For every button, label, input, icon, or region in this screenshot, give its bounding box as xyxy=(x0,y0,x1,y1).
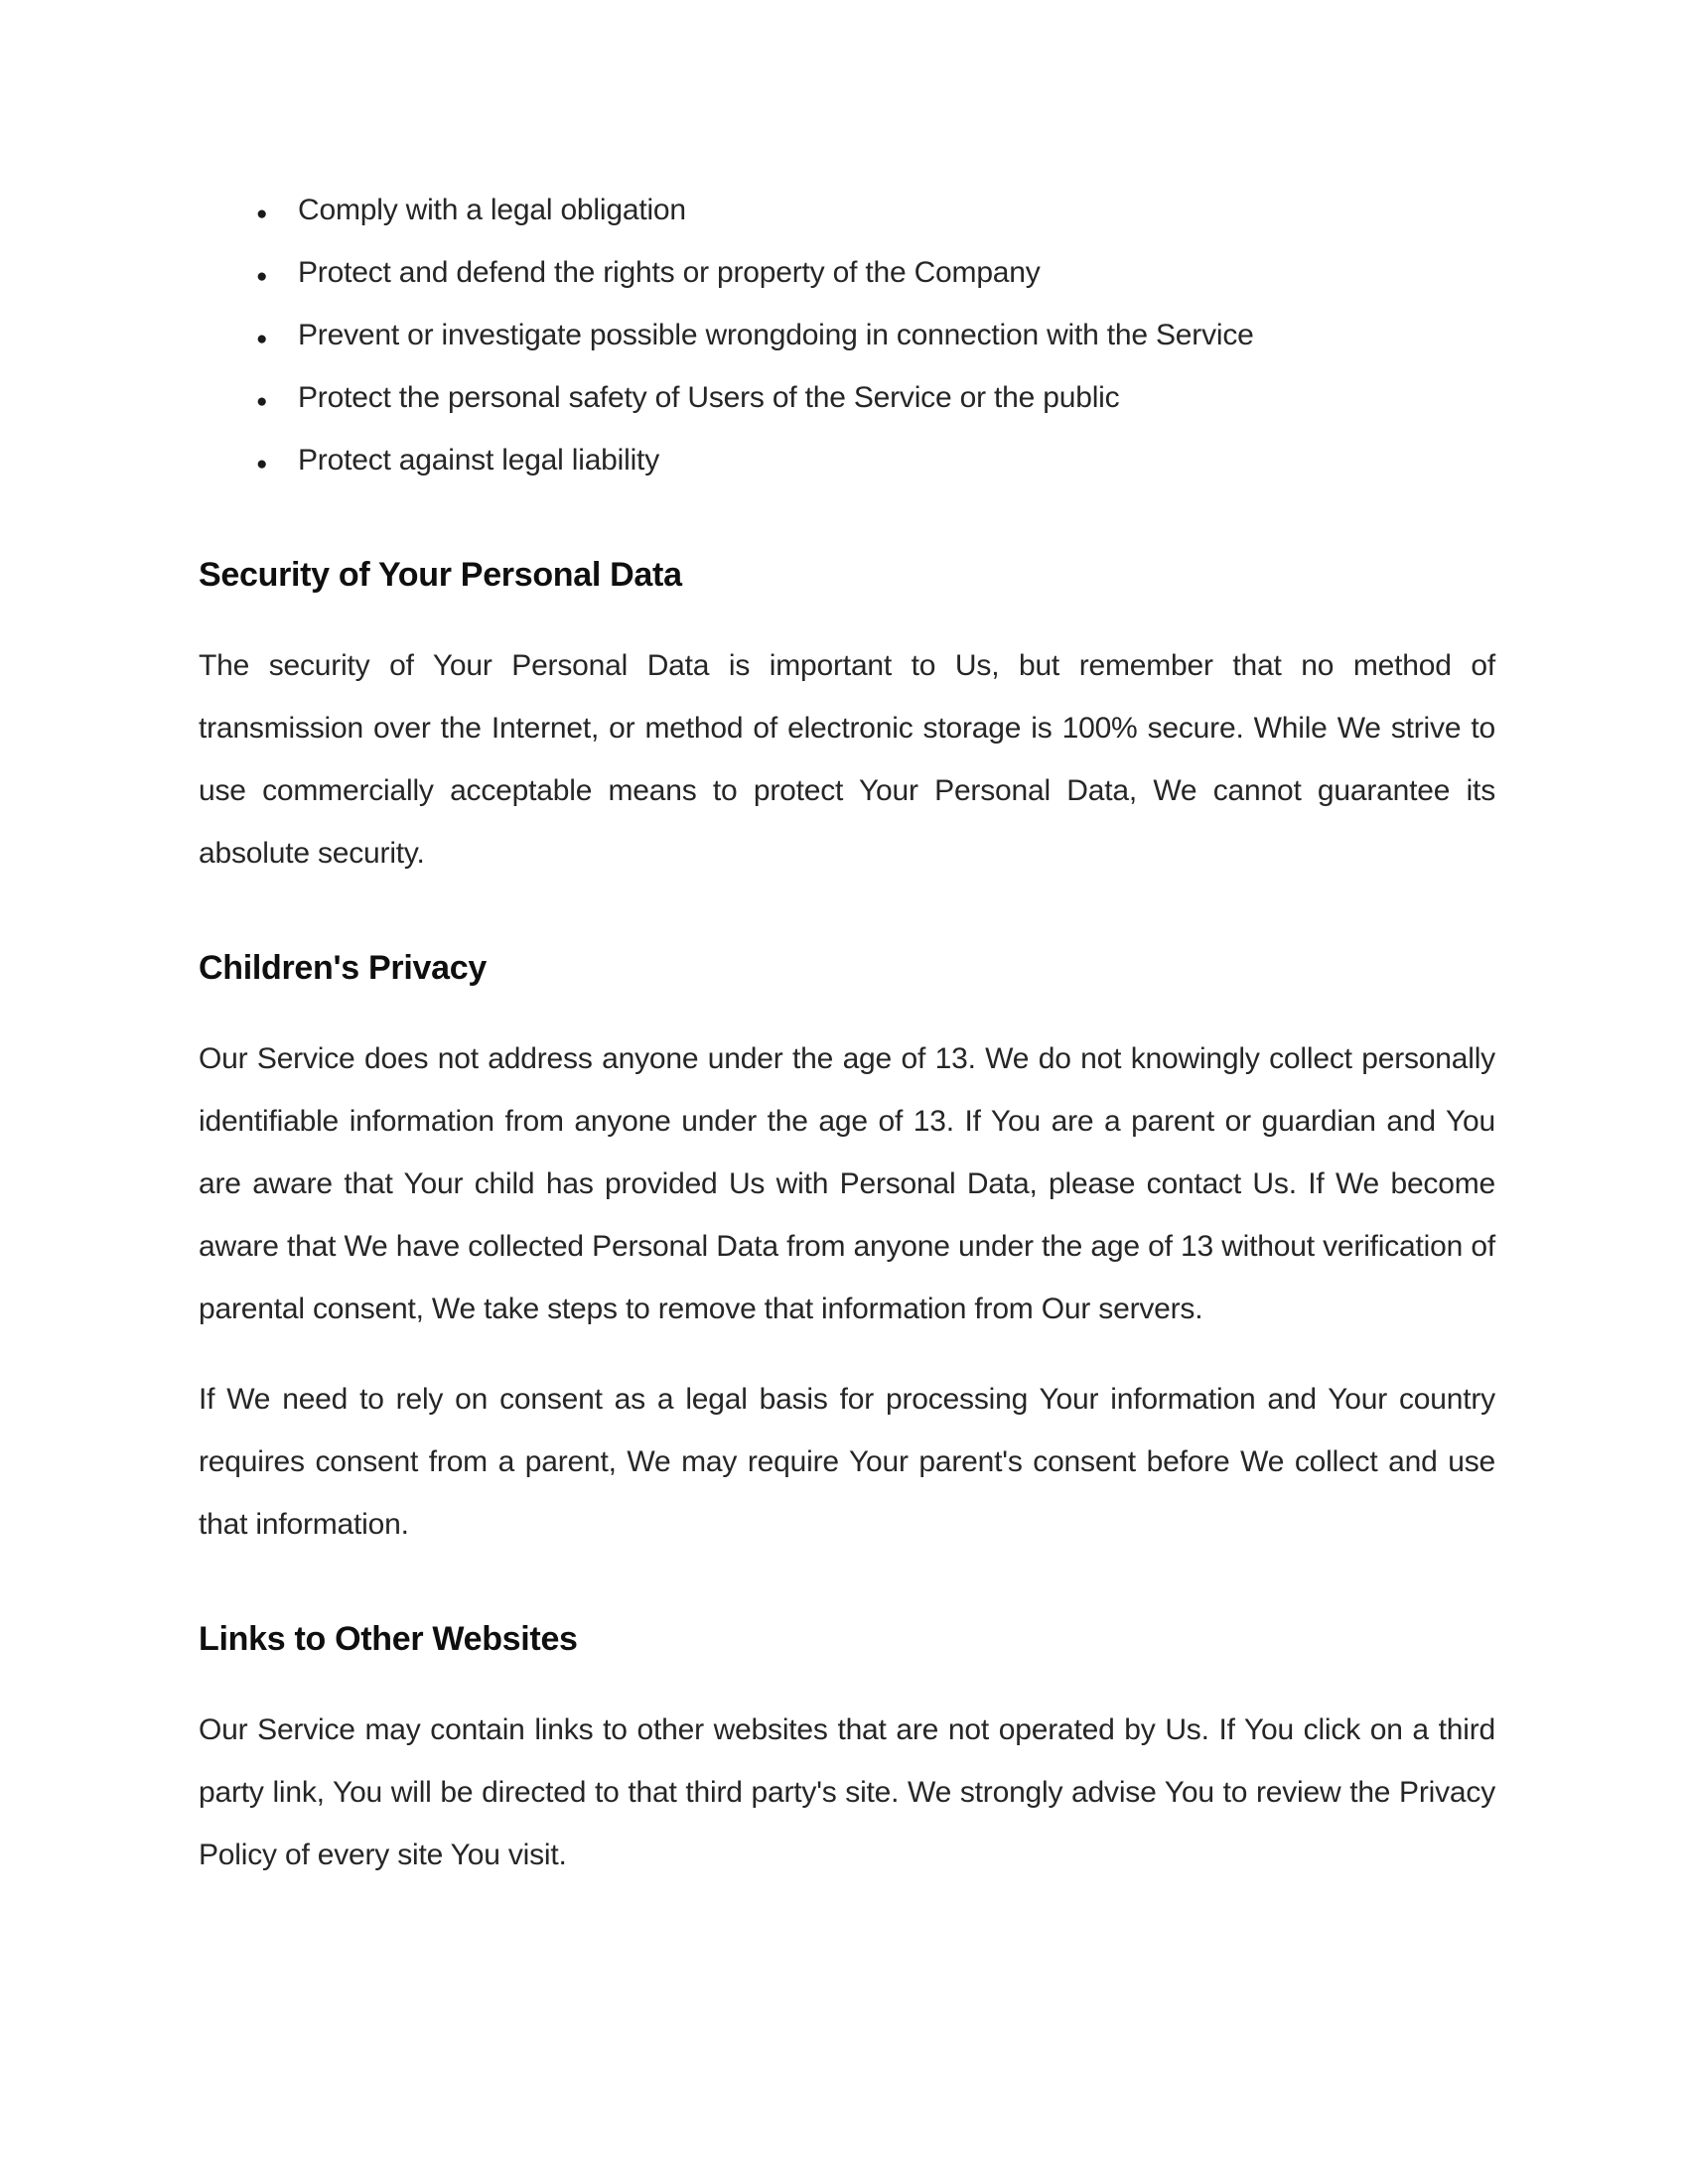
list-item xyxy=(199,304,1495,366)
list-item-text: Protect against legal liability xyxy=(298,444,659,477)
list-item xyxy=(199,241,1495,304)
paragraph-childrens-privacy-1: Our Service does not address anyone under the age of 13. We do not knowingly collect personally identifiable information from anyone under the age of 13. If You are a parent or guardian and You are aware that Your child has provided Us with Personal Data, please contact Us. If We become aware that We have collected Personal Data from anyone under the age of 13 without verification of parental consent, We take steps to remove that information from Our servers. xyxy=(199,1042,1495,1325)
bullet-icon xyxy=(256,304,267,370)
list-item-text: Comply with a legal obligation xyxy=(298,194,686,226)
bullet-icon xyxy=(256,241,267,308)
section-heading-childrens-privacy: Children's Privacy xyxy=(199,949,487,987)
bullet-icon xyxy=(256,429,267,495)
list-item-text: Protect the personal safety of Users of the Service or the public xyxy=(298,381,1120,414)
paragraph-childrens-privacy-2: If We need to rely on consent as a legal basis for processing Your information and Your country requires consent from a parent, We may require Your parent's consent before We collect and use that information. xyxy=(199,1383,1495,1541)
bullet-list xyxy=(199,179,1495,491)
paragraph-links-to-other-websites: Our Service may contain links to other websites that are not operated by Us. If You click on a third party link, You will be directed to that third party's site. We strongly advise You to review the Privacy Policy of every site You visit. xyxy=(199,1713,1495,1871)
section-heading-links-to-other-websites: Links to Other Websites xyxy=(199,1620,578,1658)
bullet-icon xyxy=(256,366,267,433)
paragraph-security: The security of Your Personal Data is important to Us, but remember that no method of transmission over the Internet, or method of electronic storage is 100% secure. While We strive to use commercially acceptable means to protect Your Personal Data, We cannot guarantee its absolute security. xyxy=(199,649,1495,870)
list-item-text: Prevent or investigate possible wrongdoing in connection with the Service xyxy=(298,319,1254,351)
list-item xyxy=(199,366,1495,429)
bullet-icon xyxy=(256,179,267,245)
list-item xyxy=(199,429,1495,491)
section-heading-security-of-your-personal-data: Security of Your Personal Data xyxy=(199,556,682,594)
list-item xyxy=(199,179,1495,241)
list-item-text: Protect and defend the rights or property of the Company xyxy=(298,256,1041,289)
